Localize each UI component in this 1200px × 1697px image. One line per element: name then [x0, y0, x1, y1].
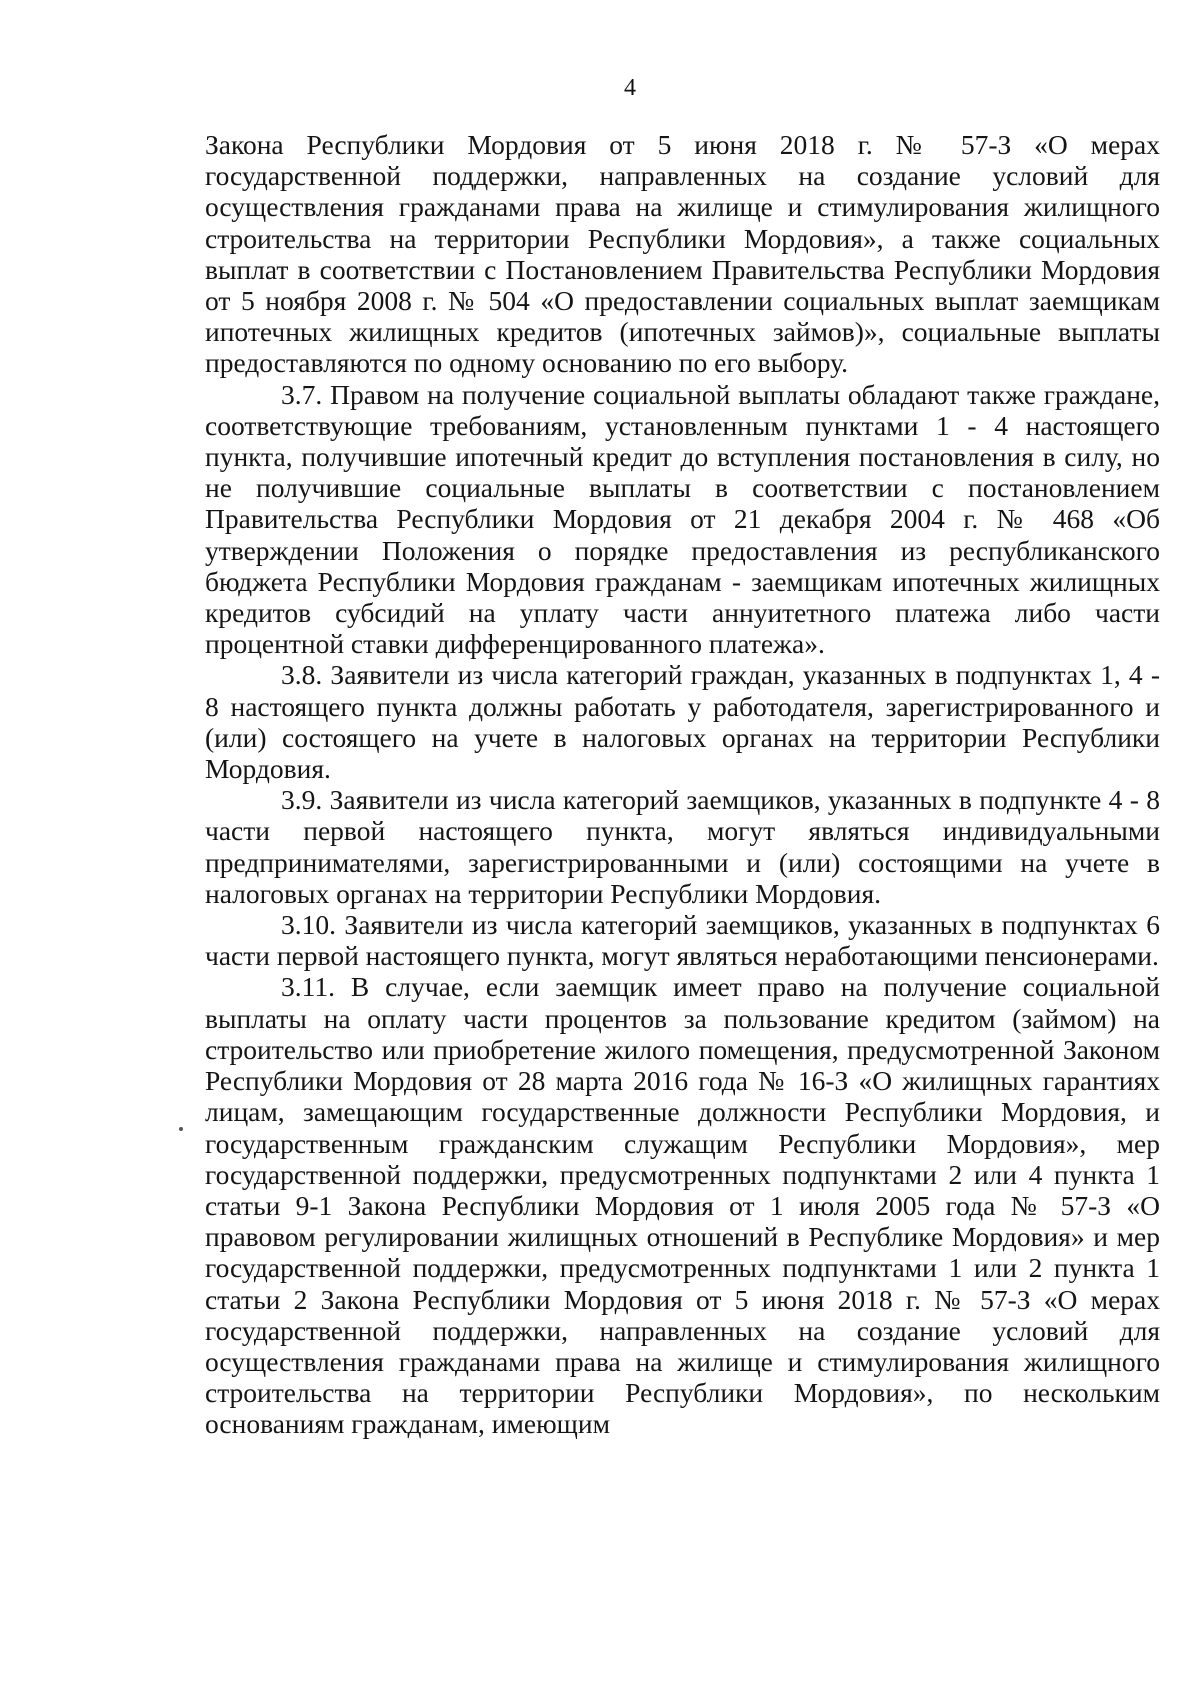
paragraph-3-8: 3.8. Заявители из числа категорий граждан, указанных в подпунктах 1, 4 - 8 настоящего пункта должны работать у работодателя, зарегистрированного и (или) состоящего на учете в налоговых органах на территории Республики Мордовия.: [205, 659, 1160, 785]
paragraph-3-11: 3.11. В случае, если заемщик имеет право на получение социальной выплаты на оплату части процентов за пользование кредитом (займом) на строительство или приобретение жилого помещения, предусмотренной Законом Республики Мордовия от 28 марта 2016 года № 16-З «О жилищных гарантиях лицам, замещающим государственные должности Республики Мордовия, и государственным гражданским служащим Республики Мордовия», мер государственной поддержки, предусмотренных подпунктами 2 или 4 пункта 1 статьи 9-1 Закона Республики Мордовия от 1 июля 2005 года № 57-З «О правовом регулировании жилищных отношений в Республике Мордовия» и мер государственной поддержки, предусмотренных подпунктами 1 или 2 пункта 1 статьи 2 Закона Республики Мордовия от 5 июня 2018 г. № 57-З «О мерах государственной поддержки, направленных на создание условий для осуществления гражданами права на жилище и стимулирования жилищного строительства на территории Республики Мордовия», по нескольким основаниям гражданам, имеющим: [205, 971, 1160, 1440]
paragraph-3-7: 3.7. Правом на получение социальной выплаты обладают также граждане, соответствующие требованиям, установленным пунктами 1 - 4 настоящего пункта, получившие ипотечный кредит до вступления постановления в силу, но не получившие социальные выплаты в соответствии с постановлением Правительства Республики Мордовия от 21 декабря 2004 г. № 468 «Об утверждении Положения о порядке предоставления из республиканского бюджета Республики Мордовия гражданам - заемщикам ипотечных жилищных кредитов субсидий на уплату части аннуитетного платежа либо части процентной ставки дифференцированного платежа».: [205, 378, 1160, 660]
scan-speck-mark: [179, 1127, 183, 1131]
document-body: [205, 129, 1160, 1440]
paragraph-3-10: 3.10. Заявители из числа категорий заемщиков, указанных в подпунктах 6 части первой настоящего пункта, могут являться неработающими пенсионерами.: [205, 909, 1160, 972]
paragraph-continuation: Закона Республики Мордовия от 5 июня 2018 г. № 57-З «О мерах государственной поддержки, направленных на создание условий для осуществления гражданами права на жилище и стимулирования жилищного строительства на территории Республики Мордовия», а также социальных выплат в соответствии с Постановлением Правительства Республики Мордовия от 5 ноября 2008 г. № 504 «О предоставлении социальных выплат заемщикам ипотечных жилищных кредитов (ипотечных займов)», социальные выплаты предоставляются по одному основанию по его выбору.: [205, 129, 1160, 379]
page-number: 4: [624, 75, 636, 101]
paragraph-3-9: 3.9. Заявители из числа категорий заемщиков, указанных в подпункте 4 - 8 части первой настоящего пункта, могут являться индивидуальными предпринимателями, зарегистрированными и (или) состоящими на учете в налоговых органах на территории Республики Мордовия.: [205, 784, 1160, 909]
